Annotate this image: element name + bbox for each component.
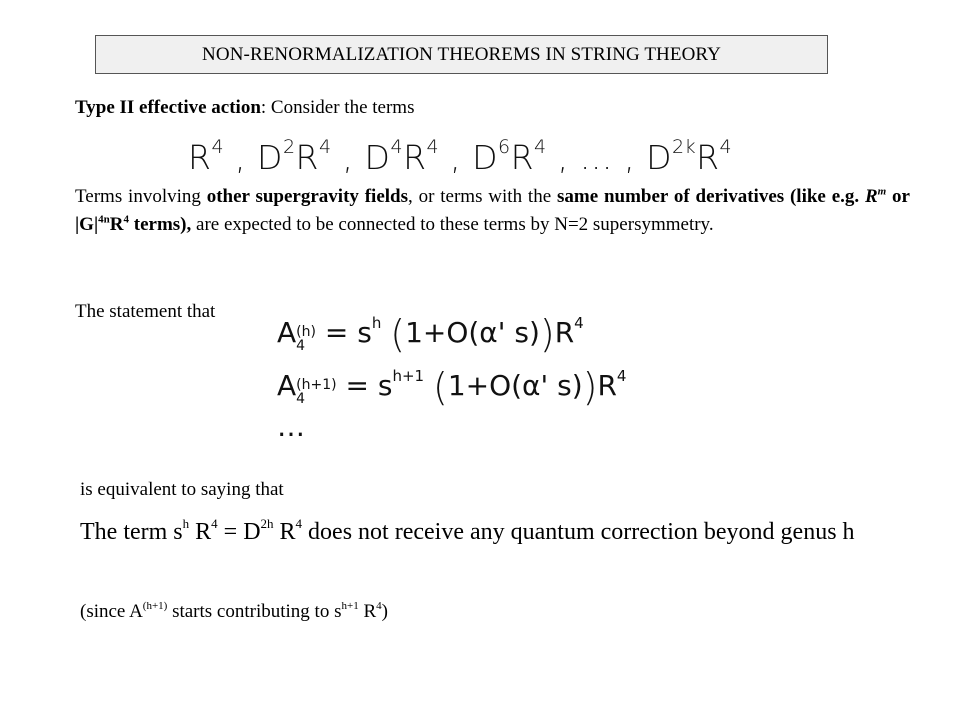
term-d2k-r-exp: 4	[719, 136, 733, 158]
ellipsis-sep: , … ,	[546, 138, 647, 177]
term-d6-r: R	[510, 138, 535, 177]
term-d2-exp: 2	[282, 136, 296, 158]
since-b: starts contributing to s	[167, 601, 342, 622]
eq2-sub: 4	[296, 391, 306, 407]
terms-bold-end: terms),	[129, 214, 192, 235]
terms-bold-1: other supergravity fields	[206, 186, 409, 207]
eq1-s-exp: h	[371, 314, 382, 332]
eq1-body: 1+O(α' s)	[405, 316, 540, 349]
equivalent-line: is equivalent to saying that	[80, 479, 284, 500]
term-r-exp: 4	[211, 136, 225, 158]
eq2-r: R	[597, 369, 617, 402]
conclusion-c-exp: 2h	[260, 516, 274, 531]
term-d6: D	[472, 138, 498, 177]
since-d: )	[381, 601, 388, 622]
terms-paragraph	[75, 183, 910, 239]
eq1-a: A	[277, 316, 297, 349]
eq1-rparen: )	[539, 312, 555, 356]
eq1-sup: (h)	[296, 324, 316, 340]
sep-3: ,	[439, 138, 473, 177]
conclusion-b-exp: 4	[211, 516, 218, 531]
eq1-eq: = s	[315, 316, 372, 349]
terms-bold-r: R	[109, 214, 124, 235]
conclusion-d: R	[273, 519, 296, 545]
slide-title-text: NON-RENORMALIZATION THEOREMS IN STRING THEORY	[202, 43, 721, 65]
terms-bold-g-exp: 4n	[98, 213, 110, 226]
term-d6-exp: 6	[498, 136, 511, 158]
since-c: R	[358, 601, 377, 622]
term-d4-r: R	[403, 138, 427, 177]
conclusion-a-exp: h	[182, 516, 190, 531]
equation-amplitude-h	[277, 312, 584, 356]
eq2-r-exp: 4	[616, 367, 627, 385]
eq1-lparen: (	[390, 312, 406, 356]
intro-rest: : Consider the terms	[260, 97, 415, 118]
equation-amplitude-h-plus-1	[277, 365, 626, 409]
eq2-sup: (h+1)	[296, 377, 337, 393]
conclusion-b: R	[189, 519, 212, 545]
terms-bold-2: same number of derivatives (like e.g.	[556, 186, 865, 207]
eq2-lparen: (	[432, 365, 448, 409]
term-d4: D	[364, 138, 391, 177]
eq2-eq: = s	[336, 369, 393, 402]
since-c-exp: 4	[376, 600, 382, 612]
term-d4-r-exp: 4	[426, 136, 440, 158]
since-a-exp: (h+1)	[142, 600, 168, 612]
eq2-body: 1+O(α' s)	[447, 369, 583, 402]
since-b-exp: h+1	[341, 600, 359, 612]
statement-intro: The statement that	[75, 301, 216, 322]
conclusion-statement	[80, 518, 920, 547]
eq1-sub: 4	[296, 338, 306, 354]
intro-line	[75, 94, 414, 122]
terms-r-m: R	[864, 186, 878, 207]
eq2-a: A	[277, 369, 297, 402]
term-d2-r-exp: 4	[318, 136, 332, 158]
equation-ellipsis: …	[277, 410, 305, 443]
term-d2: D	[257, 138, 283, 177]
conclusion-a: The term s	[80, 519, 183, 545]
since-a: (since A	[80, 601, 143, 622]
term-d4-exp: 4	[390, 136, 404, 158]
intro-bold: Type II effective action	[75, 97, 261, 118]
eq2-indices	[296, 378, 336, 406]
slide-title	[95, 35, 828, 74]
term-r: R	[188, 138, 212, 177]
terms-bold-r-exp: 4	[123, 213, 130, 226]
term-d6-r-exp: 4	[534, 136, 547, 158]
eq2-s-exp: h+1	[392, 367, 425, 385]
eq2-rparen: )	[582, 365, 598, 409]
conclusion-c: = D	[217, 519, 261, 545]
term-d2k-exp: 2k	[672, 136, 697, 158]
sep-2: ,	[331, 138, 365, 177]
term-d2k-r: R	[696, 138, 720, 177]
terms-list-equation	[188, 136, 732, 177]
terms-bold-g: or |G|	[75, 186, 910, 235]
since-note	[80, 598, 388, 626]
terms-r-m-exp: m	[877, 185, 887, 198]
conclusion-e: does not receive any quantum correction beyond genus h	[302, 519, 855, 545]
term-d2-r: R	[295, 138, 319, 177]
eq1-r: R	[554, 316, 575, 349]
terms-text-2: , or terms with the	[408, 186, 557, 207]
term-d2k: D	[646, 138, 672, 177]
conclusion-d-exp: 4	[295, 516, 303, 531]
eq1-r-exp: 4	[574, 314, 584, 332]
terms-text-1: Terms involving	[75, 186, 207, 207]
sep-1: ,	[224, 138, 258, 177]
eq1-indices	[296, 325, 316, 353]
terms-text-3: are expected to be connected to these terms by N=2 supersymmetry.	[191, 214, 714, 235]
